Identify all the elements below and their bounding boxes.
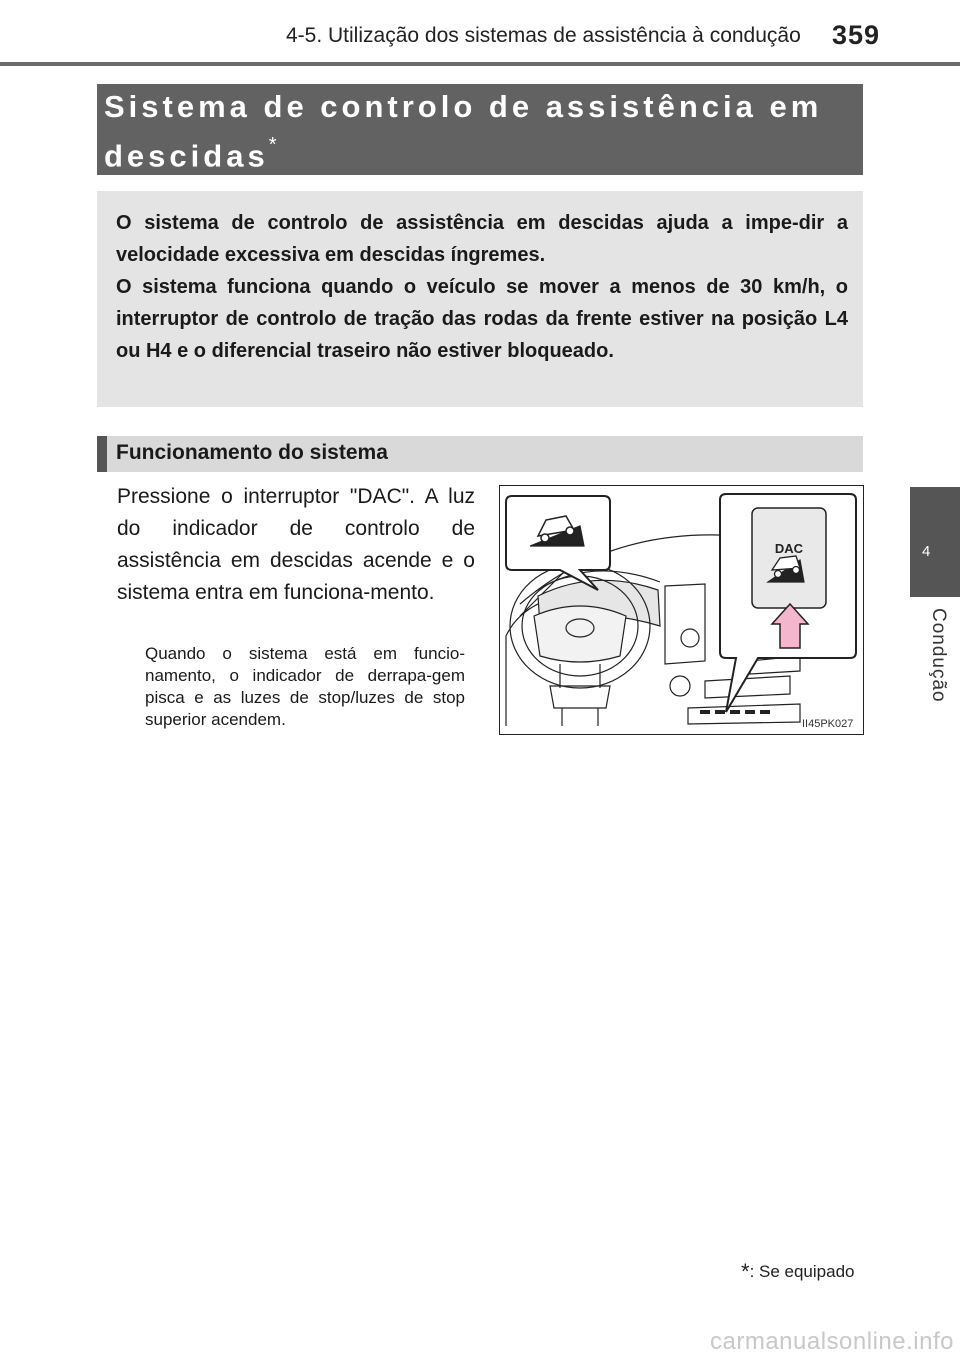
intro-paragraph-2: O sistema funciona quando o veículo se mover a menos de 30 km/h, o interruptor de controlo de tração das rodas da frente estiver na posição L4 ou H4 e o diferencial traseiro não estiver bloqueado. [116,276,848,362]
equipped-marker: * [268,134,277,156]
page-title-text: Sistema de controlo de assistência em descidas [104,89,823,174]
section-header: 4-5. Utilização dos sistemas de assistência à condução [286,24,801,47]
header-rule [0,62,960,66]
watermark: carmanualsonline.info [710,1328,954,1355]
intro-paragraph-1: O sistema de controlo de assistência em descidas ajuda a impe-dir a velocidade excessiva em descidas íngremes. [116,212,848,266]
figure-code: II45PK027 [802,718,854,730]
dac-switch-label: DAC [774,541,804,556]
note-text: Quando o sistema está em funcio-namento, o indicador de derrapa-gem pisca e as luzes de stop/luzes de stop superior acendem. [145,644,465,729]
subheading-accent [97,436,107,472]
dashboard-illustration [499,485,864,735]
subheading: Funcionamento do sistema [116,441,388,464]
chapter-number: 4 [922,543,931,560]
instruction-text: Pressione o interruptor "DAC". A luz do indicador de controlo de assistência em descidas acende e o sistema entra em funciona-mento. [117,485,475,604]
footnote [741,1259,854,1285]
page-number: 359 [832,20,881,50]
footnote-marker: * [741,1259,750,1284]
footnote-text: : Se equipado [749,1262,855,1281]
page-title [104,86,844,177]
chapter-label: Condução [928,608,949,703]
dashboard-drawing [500,486,863,734]
chapter-tab [910,487,960,597]
